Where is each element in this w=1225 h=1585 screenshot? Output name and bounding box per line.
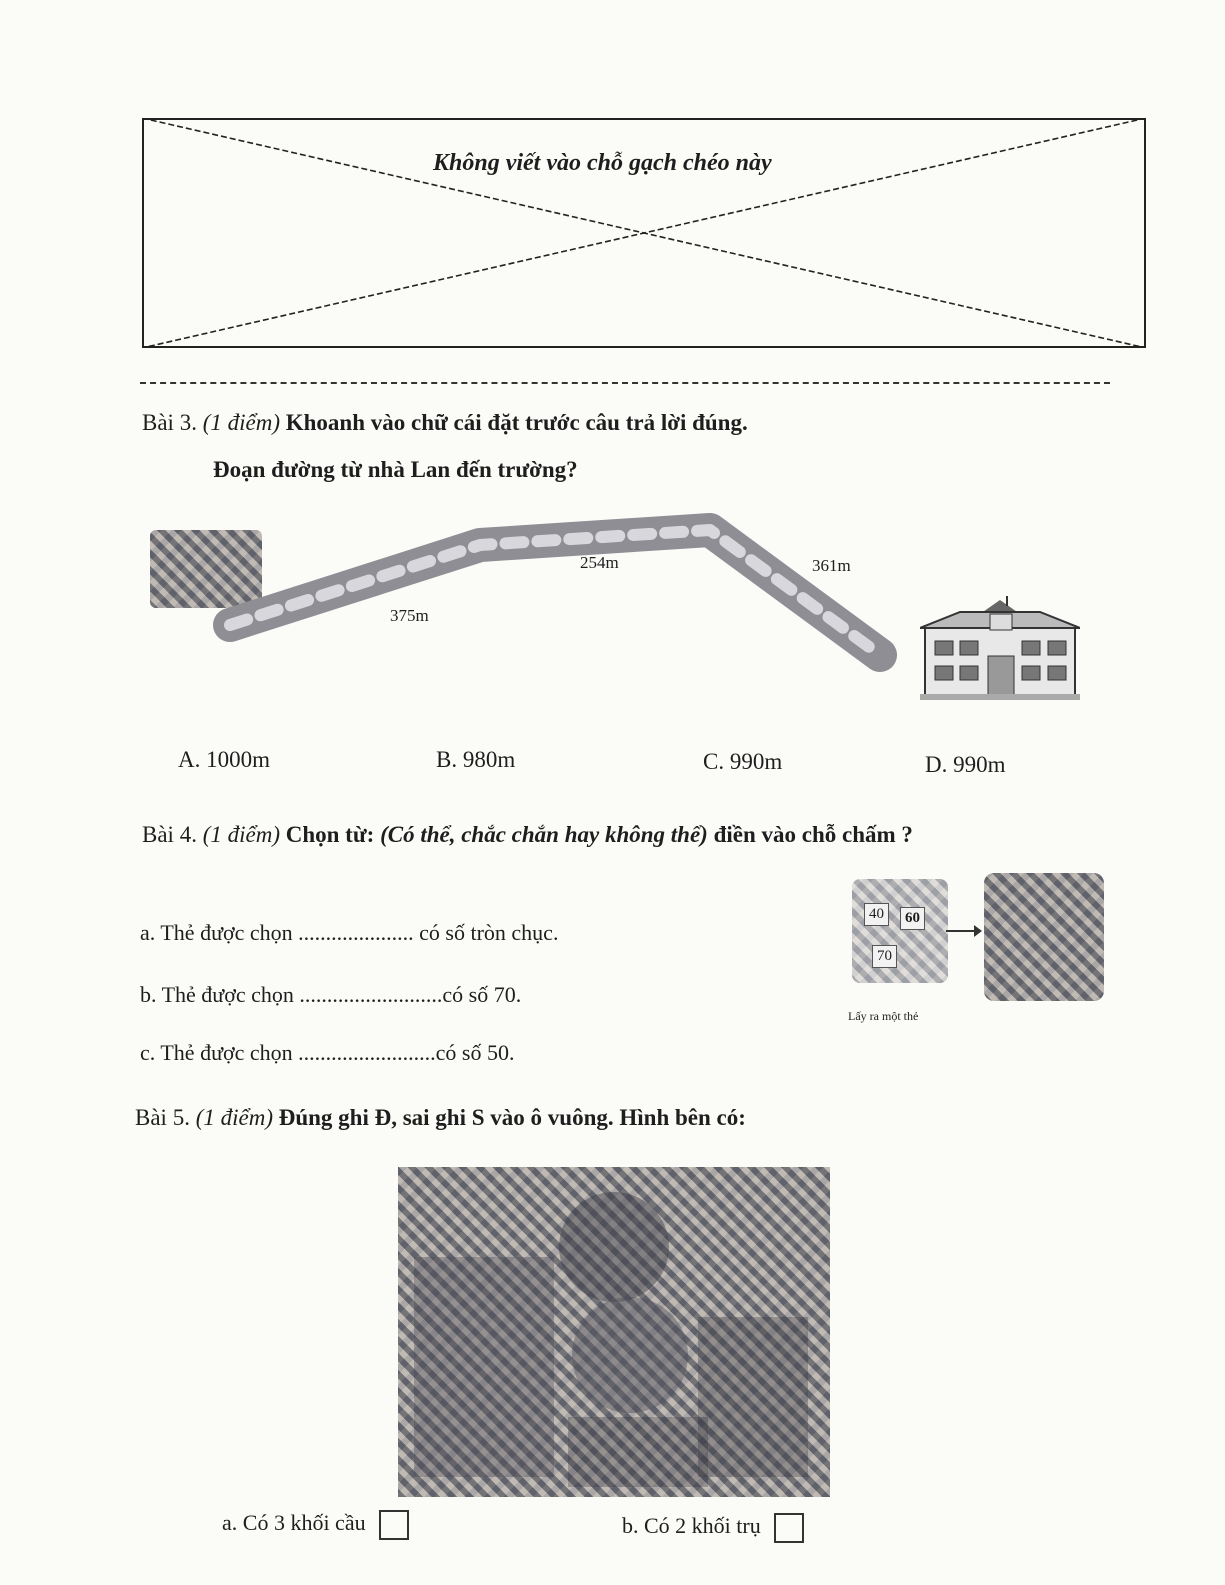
road-distance-3: 361m xyxy=(812,556,851,575)
bai5-statement-b-text: b. Có 2 khối trụ xyxy=(622,1513,761,1539)
bai4-instruction-end: điền vào chỗ chấm ? xyxy=(713,822,913,847)
bai4-points: (1 điểm) xyxy=(202,822,280,847)
bai3-instruction: Khoanh vào chữ cái đặt trước câu trả lời đúng. xyxy=(285,410,748,435)
bai3-label: Bài 3. xyxy=(142,410,197,435)
bai5-answer-box-b[interactable] xyxy=(774,1513,804,1543)
road-distance-1: 375m xyxy=(390,606,429,625)
bai3-points: (1 điểm) xyxy=(202,410,280,435)
bai3-option-c[interactable]: C. 990m xyxy=(703,749,783,774)
card-number-3: 70 xyxy=(872,945,897,968)
bai3-option-a[interactable]: A. 1000m xyxy=(178,747,270,772)
bai4-line-a[interactable]: a. Thẻ được chọn ..................... có số tròn chục. xyxy=(140,920,559,945)
bai5-statement-a xyxy=(222,1510,409,1540)
bai5-label: Bài 5. xyxy=(135,1105,190,1130)
child-picking-image xyxy=(984,873,1104,1001)
no-write-box xyxy=(142,118,1146,348)
bai3-option-b[interactable]: B. 980m xyxy=(436,747,516,772)
arrow-icon xyxy=(946,921,982,941)
shapes-image xyxy=(398,1167,830,1497)
bai4-line-c[interactable]: c. Thẻ được chọn .........................có số 50. xyxy=(140,1040,515,1065)
bai4-heading xyxy=(142,822,913,848)
card-number-1: 40 xyxy=(864,903,889,926)
card-caption: Lấy ra một thẻ xyxy=(848,1009,919,1023)
bai4-choices: (Có thể, chắc chắn hay không thể) xyxy=(380,822,708,847)
bai3-option-d[interactable]: D. 990m xyxy=(925,752,1006,777)
dashed-separator xyxy=(140,382,1110,384)
bai5-instruction: Đúng ghi Đ, sai ghi S vào ô vuông. Hình bên có: xyxy=(278,1105,746,1130)
bai5-answer-box-a[interactable] xyxy=(379,1510,409,1540)
bai5-statement-b xyxy=(622,1513,804,1543)
bai4-label: Bài 4. xyxy=(142,822,197,847)
card-illustration xyxy=(848,873,1110,1031)
road-illustration xyxy=(200,505,900,675)
road-distance-2: 254m xyxy=(580,553,619,572)
bai5-statement-a-text: a. Có 3 khối cầu xyxy=(222,1510,366,1536)
bai4-instruction: Chọn từ: xyxy=(285,822,375,847)
no-write-text: Không viết vào chỗ gạch chéo này xyxy=(429,150,776,177)
bai3-question: Đoạn đường từ nhà Lan đến trường? xyxy=(213,457,578,482)
bai5-points: (1 điểm) xyxy=(195,1105,273,1130)
card-number-2: 60 xyxy=(900,907,925,930)
bai4-line-b[interactable]: b. Thẻ được chọn ..........................có số 70. xyxy=(140,982,522,1007)
bai5-heading xyxy=(135,1105,746,1131)
card-pile-image xyxy=(852,879,948,983)
school-image xyxy=(920,596,1080,704)
bai3-heading xyxy=(142,410,748,436)
